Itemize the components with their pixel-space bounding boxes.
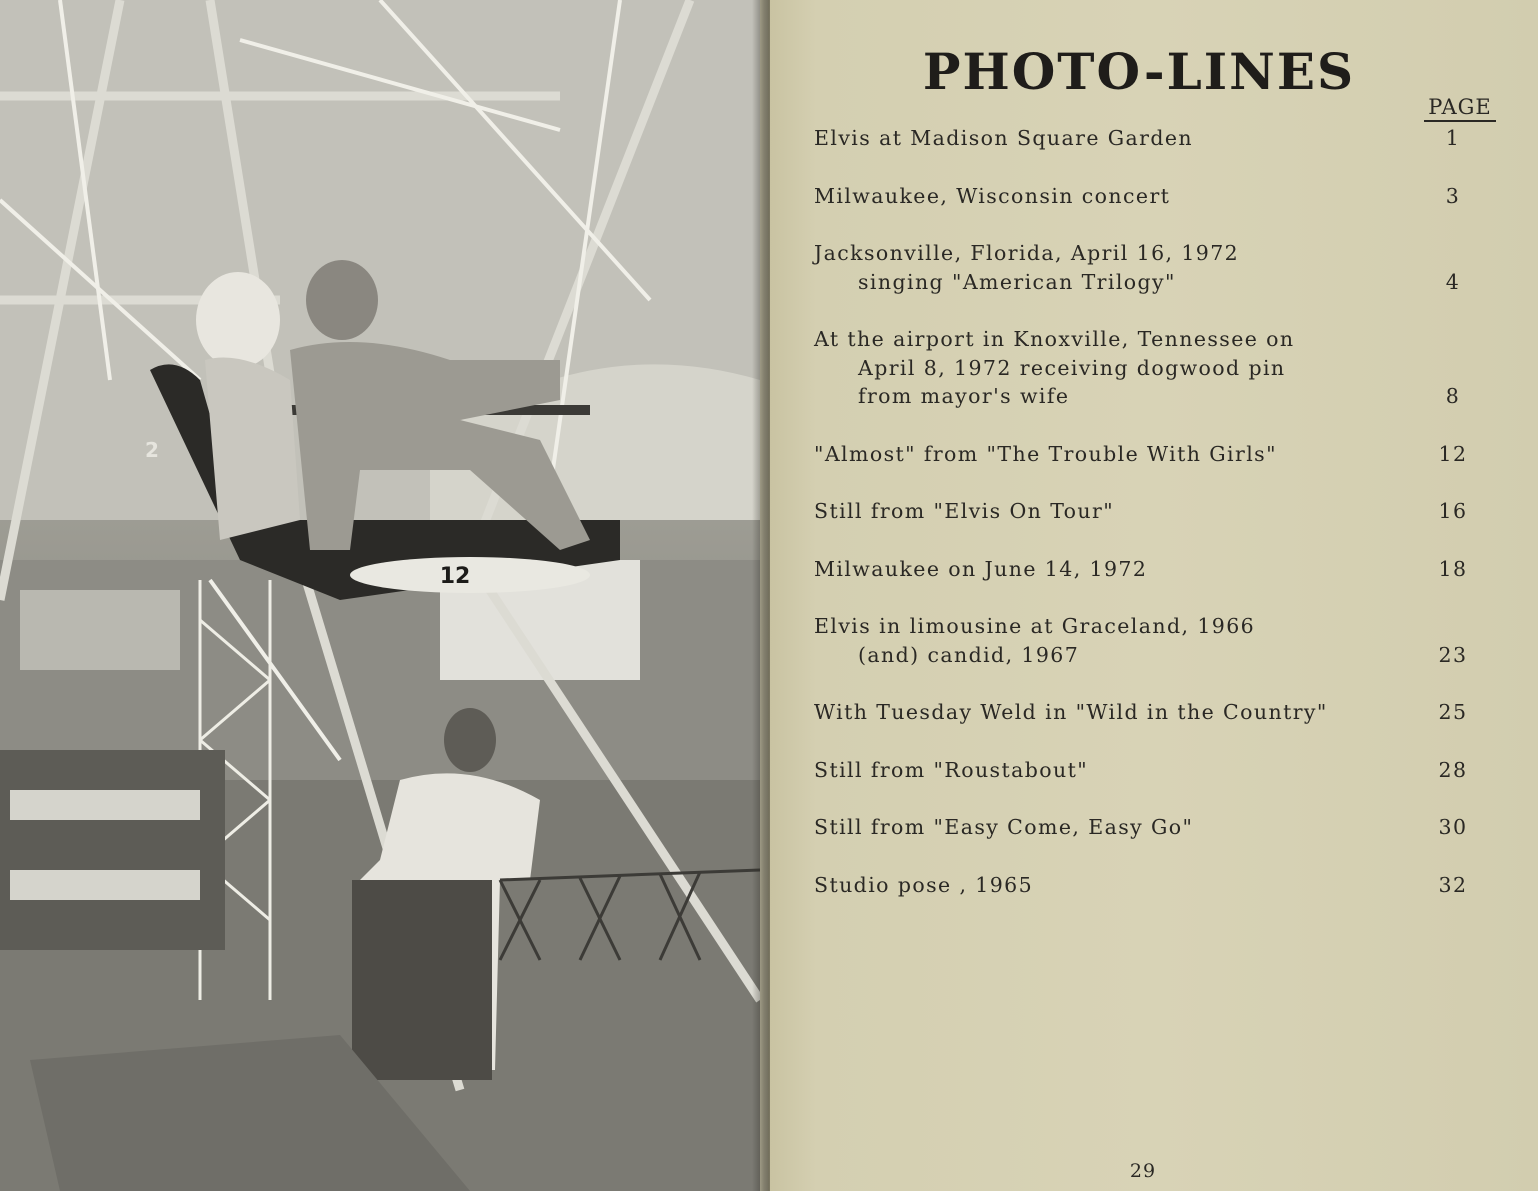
right-page (770, 0, 1538, 1191)
page-column-header: PAGE (1424, 95, 1496, 122)
entry-caption-line: At the airport in Knoxville, Tennessee on (814, 327, 1295, 351)
page-title: PHOTO-LINES (922, 42, 1356, 101)
list-item (814, 756, 1478, 785)
seat-number-label: 12 (439, 564, 471, 589)
entry-caption-line: Elvis at Madison Square Garden (814, 126, 1194, 150)
entry-page-number: 32 (1438, 872, 1468, 897)
seat-badge-label: 2 (145, 438, 159, 462)
list-item (814, 440, 1478, 469)
entry-caption-line: Still from "Roustabout" (814, 757, 1089, 782)
entry-caption-line: singing "American Trilogy" (858, 269, 1176, 294)
photo-lines-list (814, 124, 1478, 928)
list-item (814, 555, 1478, 584)
entry-page-number: 8 (1445, 384, 1461, 408)
list-item (814, 239, 1478, 296)
list-item (814, 325, 1478, 411)
list-item (814, 612, 1478, 669)
entry-page-number: 16 (1438, 499, 1468, 523)
list-item (814, 813, 1478, 842)
entry-caption-line: Still from "Easy Come, Easy Go" (814, 815, 1194, 839)
entry-page-number: 25 (1438, 700, 1468, 724)
list-item (814, 497, 1478, 526)
entry-page-number: 12 (1438, 441, 1468, 466)
entry-page-number: 1 (1445, 126, 1461, 150)
entry-page-number: 3 (1445, 183, 1461, 208)
photo-illustration (0, 0, 760, 1191)
entry-caption-line: Studio pose , 1965 (814, 872, 1034, 897)
entry-page-number: 23 (1438, 642, 1468, 667)
entry-caption-line: Still from "Elvis On Tour" (814, 499, 1115, 523)
ferris-wheel-photo (0, 0, 760, 1191)
left-page (0, 0, 768, 1191)
entry-caption-line: Jacksonville, Florida, April 16, 1972 (814, 241, 1240, 265)
entry-page-number: 30 (1438, 815, 1468, 839)
list-item (814, 182, 1478, 211)
entry-caption-line: "Almost" from "The Trouble With Girls" (814, 441, 1277, 466)
entry-caption-line: Elvis in limousine at Graceland, 1966 (814, 614, 1256, 638)
entry-caption-line: April 8, 1972 receiving dogwood pin (858, 355, 1286, 380)
list-item (814, 698, 1478, 727)
list-item (814, 124, 1478, 153)
entry-caption-line: Milwaukee, Wisconsin concert (814, 183, 1171, 208)
entry-page-number: 18 (1438, 556, 1468, 581)
entry-caption-line: With Tuesday Weld in "Wild in the Country" (814, 700, 1328, 724)
list-item (814, 871, 1478, 900)
entry-caption-line: Milwaukee on June 14, 1972 (814, 556, 1148, 581)
page-number-footer: 29 (1129, 1160, 1157, 1182)
entry-page-number: 28 (1438, 757, 1468, 782)
entry-caption-line: (and) candid, 1967 (858, 642, 1080, 667)
entry-page-number: 4 (1445, 269, 1461, 294)
entry-caption-line: from mayor's wife (858, 384, 1070, 408)
